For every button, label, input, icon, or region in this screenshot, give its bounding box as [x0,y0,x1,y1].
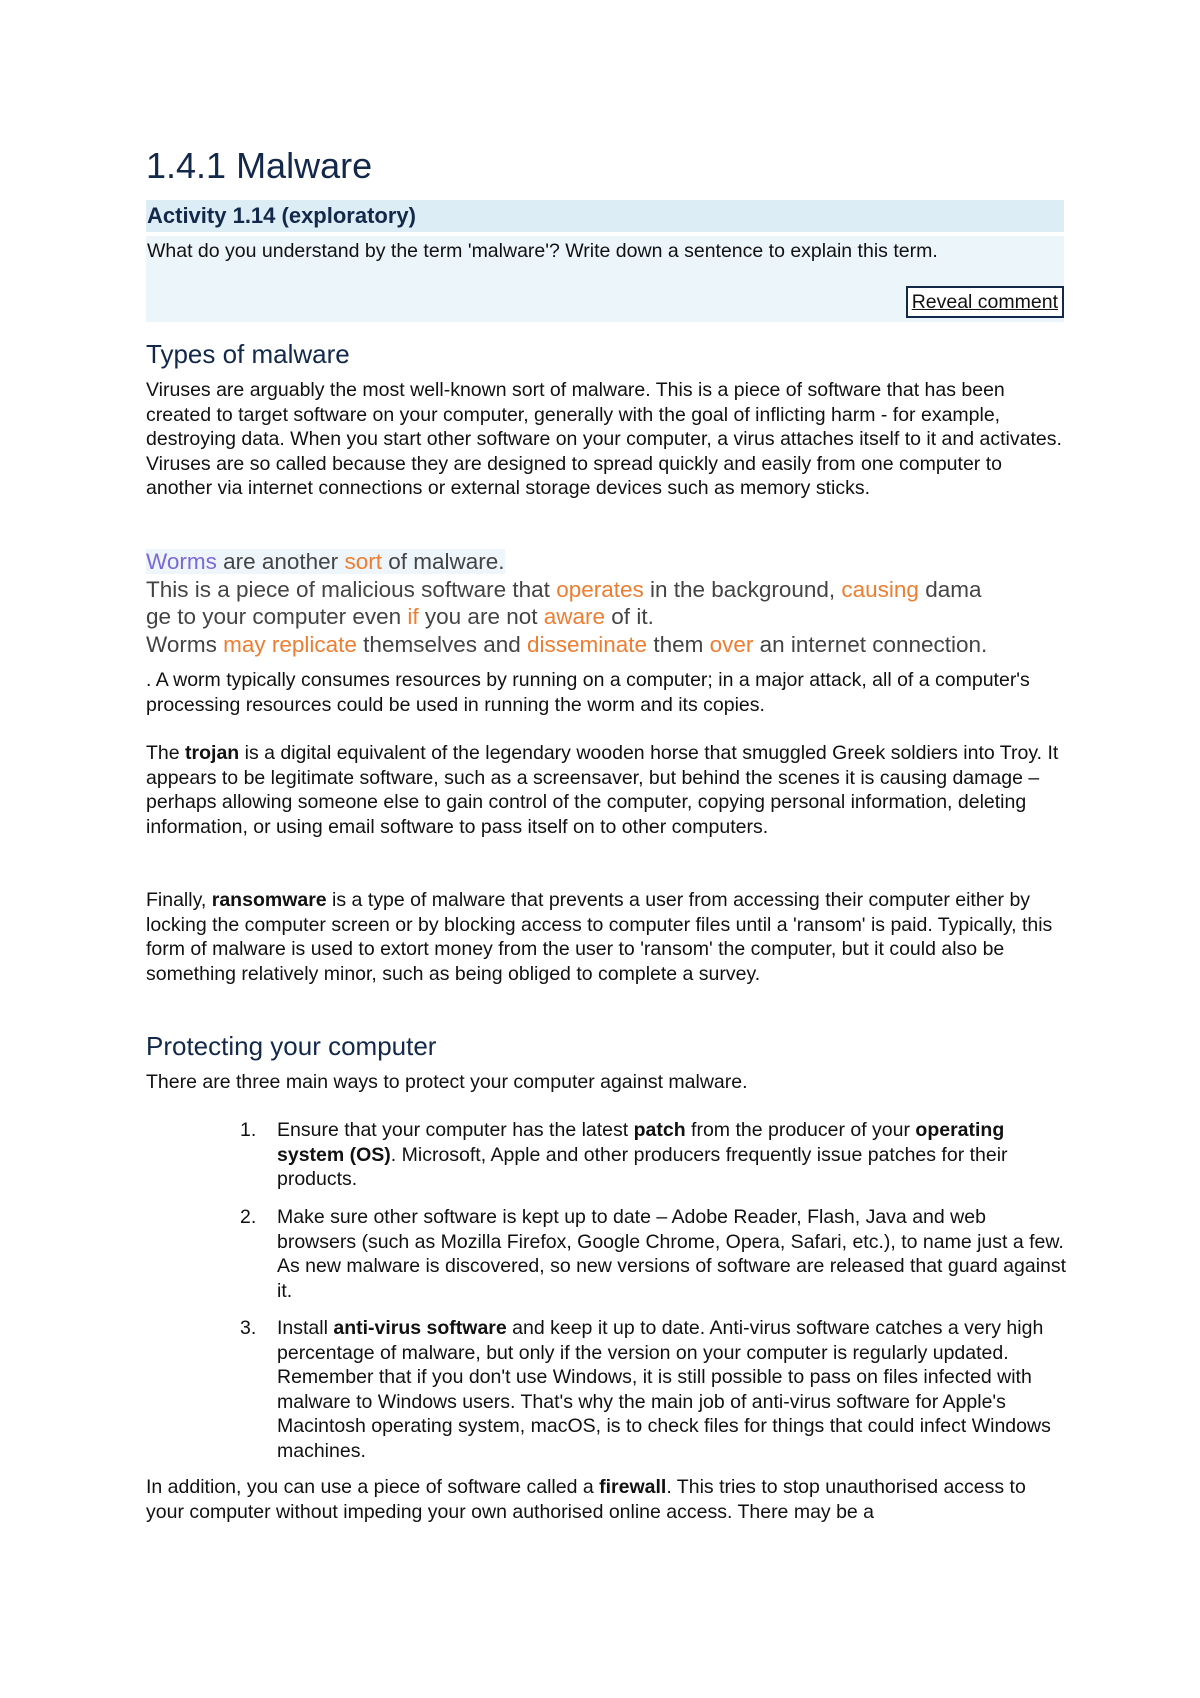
worms-text: are another [216,549,345,574]
list-text [277,1316,1067,1464]
list-number: 1. [240,1119,257,1141]
ransomware-text: is a type of malware that prevents a user from accessing their computer either by locking the computer screen or by blocking access to computer files until a 'ransom' is paid. Typically, this form of malware is used to extort money from the user to 'ransom' the computer, but it could also be something relatively minor, such as being obliged to complete a survey. [146,889,1053,985]
os-term: operating system (OS) [277,1119,1005,1166]
worms-highlight: disseminate [527,632,648,657]
firewall-term: firewall [599,1476,667,1498]
worms-line-2 [146,576,1076,604]
worms-text: them [647,632,710,657]
firewall-text: In addition, you can use a piece of software called a [146,1476,600,1498]
list-number: 3. [240,1317,257,1339]
list-number: 2. [240,1206,257,1228]
ransomware-paragraph [146,888,1064,986]
worms-text: Worms [146,632,224,657]
activity-question: What do you understand by the term 'malware'? Write down a sentence to explain this term. [147,240,938,262]
list-text: Make sure other software is kept up to date – Adobe Reader, Flash, Java and web browsers (such as Mozilla Firefox, Google Chrome, Opera, Safari, etc.), to name just a few. As new malware is discovered, so new versions of software are released that guard against it. [277,1206,1067,1302]
worms-line-3 [146,603,1076,631]
ransomware-term: ransomware [211,889,327,911]
trojan-text: is a digital equivalent of the legendary wooden horse that smuggled Greek soldiers into Troy. It appears to be legitimate software, such as a screensaver, but behind the scenes it is causing damage – perhaps allowing someone else to gain control of the computer, copying personal information, deleting information, or using email software to pass itself on to other computers. [146,742,1059,838]
list-text-part: from the producer of your [685,1119,916,1141]
activity-box [146,236,1064,322]
worms-highlight: sort [344,549,382,574]
worms-line-1 [146,548,1076,576]
worms-text: you are not [418,604,544,629]
worms-text: of it. [605,604,654,629]
section-heading-protecting: Protecting your computer [146,1031,437,1061]
trojan-term: trojan [185,742,240,764]
worms-highlight: over [709,632,754,657]
trojan-text: The [146,742,186,764]
worms-highlight: if [407,604,419,629]
worms-line-4 [146,631,1076,659]
trojan-paragraph [146,741,1064,839]
worms-highlight: may [223,632,266,657]
worms-text: This is a piece of malicious software that [146,577,557,602]
worms-highlight: replicate [271,632,357,657]
list-text-part: and keep it up to date. Anti-virus software catches a very high percentage of malware, but only if the version on your computer is regularly updated. Remember that if you don't use Windows, it is still possible to pass on files infected with malware to Windows users. That's why the main job of anti-virus software for Apple's Macintosh operating system, macOS, is to check files for things that could infect Windows machines. [277,1317,1051,1462]
worm-paragraph: . A worm typically consumes resources by running on a computer; in a major attack, all of a computer's processing resources could be used in running the worm and its copies. [146,669,1030,716]
worms-text: dama [918,577,982,602]
ransomware-text: Finally, [146,889,212,911]
viruses-paragraph: Viruses are arguably the most well-known sort of malware. This is a piece of software that has been created to target software on your computer, generally with the goal of inflicting harm - for example, destroying data. When you start other software on your computer, a virus attaches itself to it and activates. Viruses are so called because they are designed to spread quickly and easily from one computer to another via internet connections or external storage devices such as memory sticks. [146,379,1062,500]
protect-intro: There are three main ways to protect your computer against malware. [146,1071,748,1093]
list-text-part: Ensure that your computer has the latest [277,1119,634,1141]
worms-text: ge to your computer even [146,604,408,629]
firewall-text: . This tries to stop unauthorised access to your computer without impeding your own authorised online access. There may be a [146,1476,1026,1523]
worms-highlight: operates [556,577,644,602]
patch-term: patch [633,1119,686,1141]
reveal-comment-button[interactable]: Reveal comment [906,286,1064,318]
activity-title: Activity 1.14 (exploratory) [146,200,1064,232]
page-title: 1.4.1 Malware [146,145,373,186]
worms-highlight: aware [543,604,606,629]
worms-text: in the background, [643,577,842,602]
worms-text: an internet connection. [753,632,988,657]
worms-text: themselves and [356,632,528,657]
antivirus-term: anti-virus software [333,1317,507,1339]
list-text-part: . Microsoft, Apple and other producers frequently issue patches for their products. [277,1143,1008,1191]
worms-text: of malware. [381,549,505,574]
worms-highlight: causing [841,577,919,602]
list-text-part: Install [277,1317,334,1339]
worms-word: Worms [146,549,217,574]
firewall-paragraph [146,1475,1064,1524]
section-heading-types: Types of malware [146,339,350,369]
list-text [277,1118,1067,1192]
